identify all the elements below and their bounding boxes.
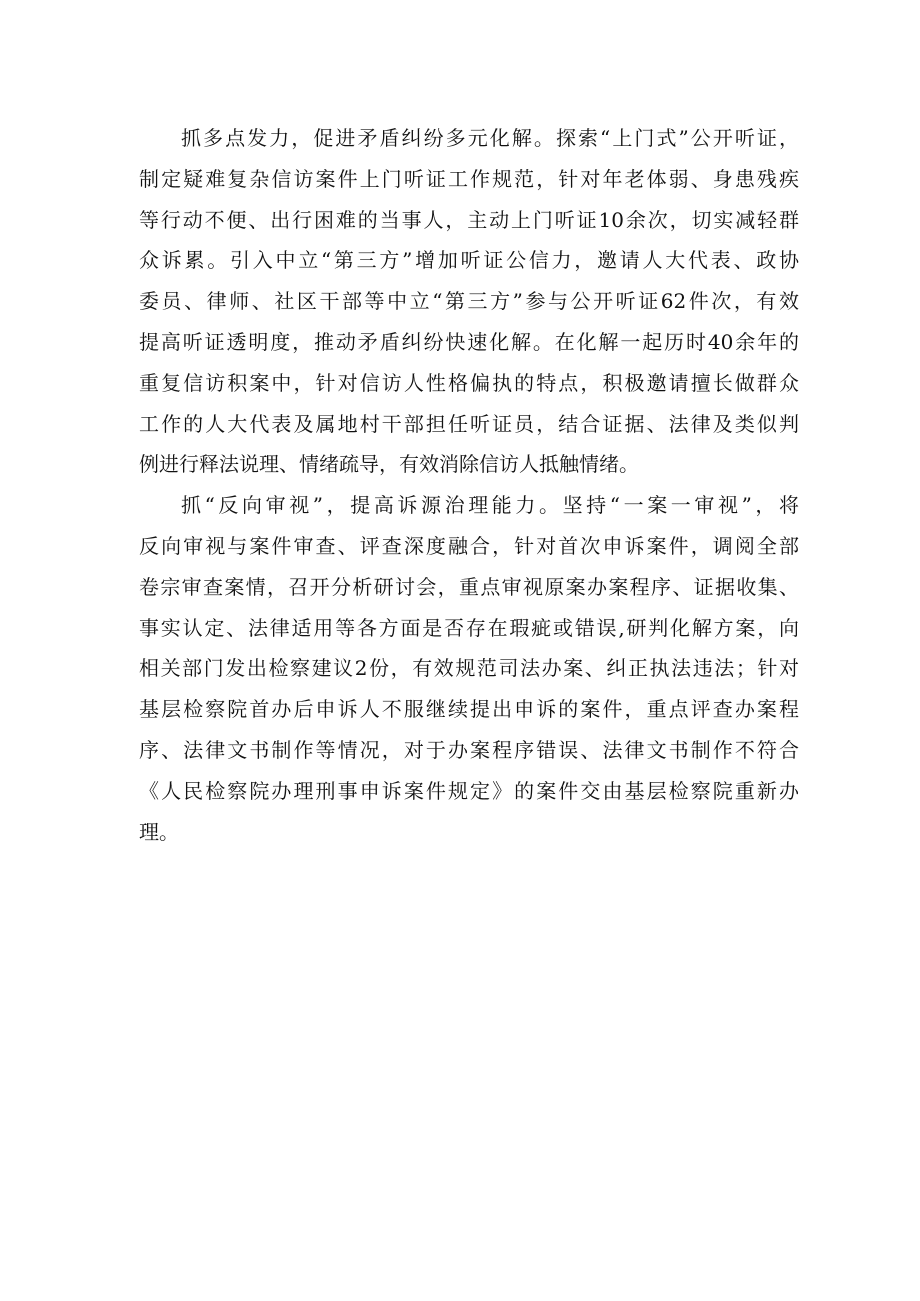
paragraph-line: 重复信访积案中，针对信访人性格偏执的特点，积极邀请擅长做群众 <box>139 370 799 395</box>
paragraph-line: 等行动不便、出行困难的当事人，主动上门听证10余次，切实减轻群 <box>139 207 799 232</box>
paragraph-line: 序、法律文书制作等情况，对于办案程序错误、法律文书制作不符合 <box>139 737 799 762</box>
paragraph-line: 制定疑难复杂信访案件上门听证工作规范，针对年老体弱、身患残疾 <box>139 166 799 191</box>
paragraph-line: 《人民检察院办理刑事申诉案件规定》的案件交由基层检察院重新办 <box>139 778 799 803</box>
paragraph-line: 相关部门发出检察建议2份，有效规范司法办案、纠正执法违法；针对 <box>139 656 799 681</box>
paragraph-line: 委员、律师、社区干部等中立“第三方”参与公开听证62件次，有效 <box>139 289 799 314</box>
paragraph-line: 反向审视与案件审查、评查深度融合，针对首次申诉案件，调阅全部 <box>139 533 799 558</box>
paragraph-line: 抓“反向审视”，提高诉源治理能力。坚持“一案一审视”，将 <box>181 493 799 518</box>
paragraph-reverse-review <box>139 485 799 852</box>
paragraph-line: 事实认定、法律适用等各方面是否存在瑕疵或错误,研判化解方案，向 <box>139 615 799 640</box>
paragraph-line: 例进行释法说理、情绪疏导，有效消除信访人抵触情绪。 <box>139 452 639 477</box>
paragraph-line: 卷宗审查案情，召开分析研讨会，重点审视原案办案程序、证据收集、 <box>139 574 799 599</box>
paragraph-line: 抓多点发力，促进矛盾纠纷多元化解。探索“上门式”公开听证， <box>181 126 799 150</box>
paragraph-line: 众诉累。引入中立“第三方”增加听证公信力，邀请人大代表、政协 <box>139 248 799 273</box>
paragraph-line: 理。 <box>139 819 179 844</box>
paragraph-line: 基层检察院首办后申诉人不服继续提出申诉的案件，重点评查办案程 <box>139 697 799 722</box>
paragraph-line: 工作的人大代表及属地村干部担任听证员，结合证据、法律及类似判 <box>139 411 799 436</box>
paragraph-multi-point-resolution <box>139 118 799 485</box>
paragraph-line: 提高听证透明度，推动矛盾纠纷快速化解。在化解一起历时40余年的 <box>139 329 799 354</box>
document-body <box>139 118 799 852</box>
